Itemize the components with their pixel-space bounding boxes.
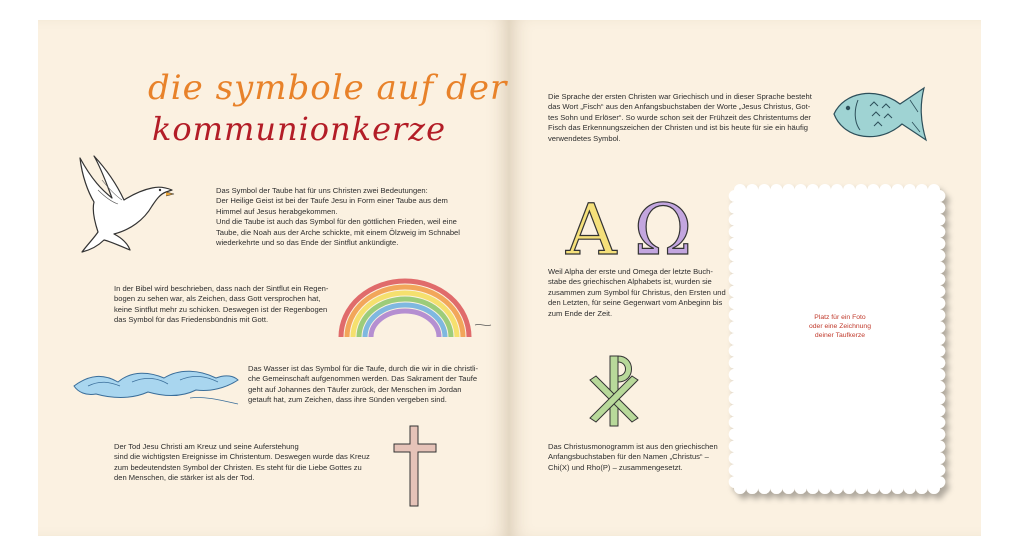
chi-rho-icon: [584, 350, 644, 432]
water-text: Das Wasser ist das Symbol für die Taufe, durch die wir in die christli- che Gemeinschaft aufgenommen werden. Das Sakrament der Taufe geht auf Johannes den Täufer zurück, der Menschen im Jordan getauft hat, zum Zeichen, dass ihre Sünden vergeben sind.: [248, 364, 479, 405]
alpha-glyph: A: [566, 189, 617, 271]
alpha-omega-text: Weil Alpha der erste und Omega der letzte Buch- stabe des griechischen Alphabets ist, wurden sie zusammen zum Symbol für Christus, den Ersten und den Letzten, für seine Gegenwart vom Anbeginn bis zum Ende der Zeit.: [548, 267, 726, 318]
dove-text: Das Symbol der Taube hat für uns Christen zwei Bedeutungen: Der Heilige Geist ist bei der Taufe Jesu in Form einer Taube aus dem Himmel auf Jesus herabgekommen. Und die Taube ist auch das Symbol für den göttlichen Frieden, weil eine Taube, die Noah aus der Arche schickte, mit einem Ölzweig im Schnabel wiederkehrte und so das Ende der Sintflut ankündigte.: [216, 186, 460, 248]
dove-icon: [72, 150, 182, 260]
photo-placeholder-frame[interactable]: [728, 184, 950, 500]
rainbow-text: In der Bibel wird beschrieben, dass nach der Sintflut ein Regen- bogen zu sehen war, als Zeichen, dass Gott versprochen hat, keine Sintflut mehr zu schicken. Deswegen ist der Regenbogen das Symbol für das Friedensbündnis mit Gott.: [114, 284, 329, 325]
chi-rho-text: Das Christusmonogramm ist aus den griechischen Anfangsbuchstaben für den Namen „Christus“ – Chi(X) und Rho(P) – zusammengesetzt.: [548, 442, 718, 472]
fish-text: Die Sprache der ersten Christen war Griechisch und in dieser Sprache besteht das Wort „Fisch“ aus den Anfangsbuchstaben der Worte „Jesus Christus, Got- tes Sohn und Erlöser“. So wurde schon seit der Frühzeit des Christentums der Fisch das Erkennungszeichen der Christen und ist bis heute für sie ein häufig verwendetes Symbol.: [548, 92, 812, 143]
page-title-line-2: kommunionkerze: [152, 110, 447, 148]
page-title-line-1: die symbole auf der: [148, 68, 508, 108]
cross-text: Der Tod Jesu Christi am Kreuz und seine Auferstehung sind die wichtigsten Ereignisse im Christentum. Deswegen wurde das Kreuz zum bedeutendsten Symbol der Christen. Es steht für die Liebe Gottes zu den Menschen, die stärker ist als der Tod.: [114, 442, 370, 483]
rainbow-icon: [335, 275, 495, 345]
omega-glyph: Ω: [634, 189, 693, 271]
water-waves-icon: [70, 362, 240, 412]
photo-placeholder-text: Platz für ein Foto oder eine Zeichnung deiner Taufkerze: [809, 314, 871, 339]
alpha-omega-icon: [560, 189, 700, 271]
cross-icon: [388, 424, 444, 508]
fish-icon: [830, 82, 934, 154]
